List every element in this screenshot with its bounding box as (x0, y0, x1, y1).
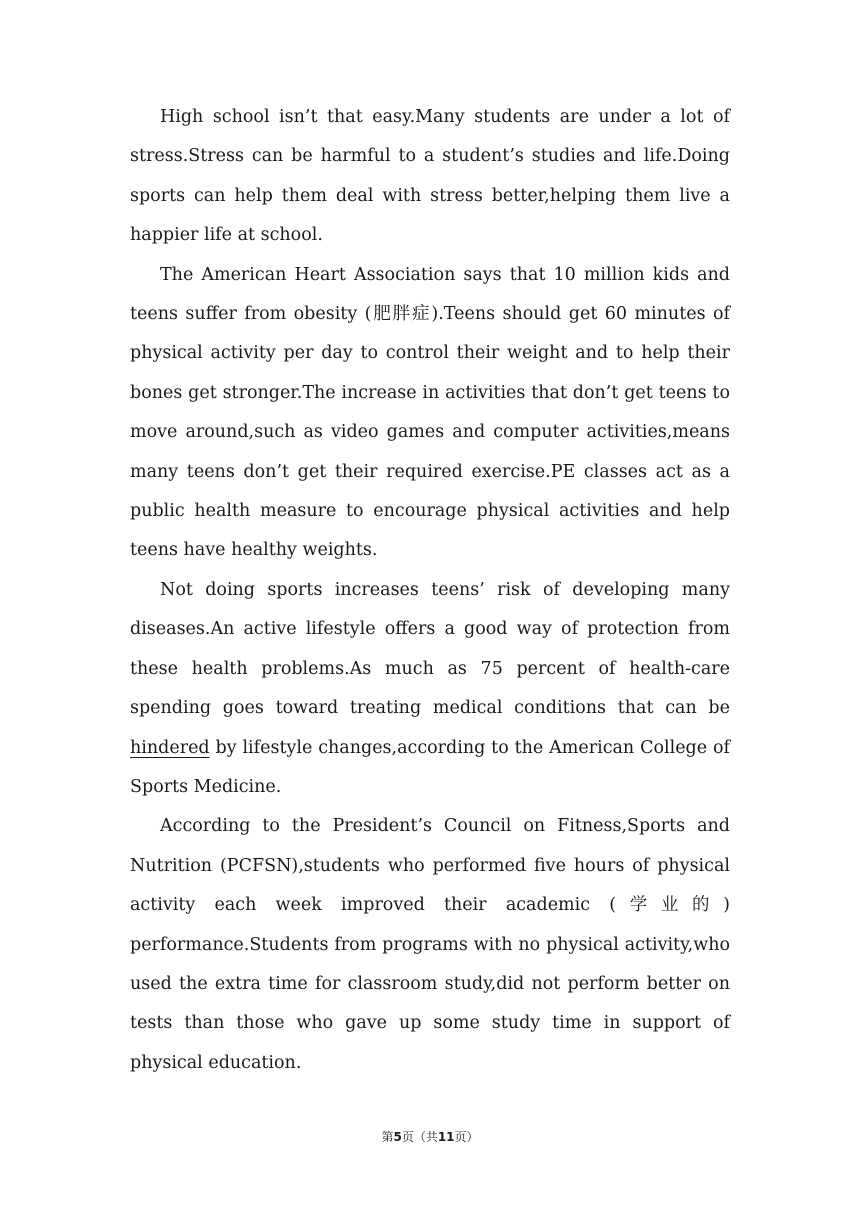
paragraph-disease-risk-text-after: by lifestyle changes,according to the American College of Sports Medicine. (130, 737, 730, 797)
footer-prefix: 第 (381, 1130, 394, 1144)
paragraph-disease-risk (130, 571, 730, 807)
footer-total-pages: 11 (437, 1130, 455, 1144)
document-body (130, 98, 730, 1083)
paragraph-disease-risk-text-before: Not doing sports increases teens’ risk of developing many diseases.An active lifestyle offers a good way of protection from these health problems.As much as 75 percent of health-care spending goes toward treating medical conditions that can be (130, 579, 730, 719)
footer-middle: 页（共 (401, 1130, 438, 1144)
page-footer (0, 1128, 860, 1145)
footer-page-number: 5 (393, 1130, 402, 1144)
paragraph-stress: High school isn’t that easy.Many students are under a lot of stress.Stress can be harmful to a student’s studies and life.Doing sports can help them deal with stress better,helping them live a happier life at school. (130, 107, 730, 246)
paragraph-academic-performance: According to the President’s Council on Fitness,Sports and Nutrition (PCFSN),students who performed five hours of physical activity each week improved their academic (学业的) performance.Students from programs with no physical activity,who used the extra time for classroom study,did not perform better on tests than those who gave up some study time in support of physical education. (130, 816, 730, 1073)
footer-suffix: 页） (454, 1130, 479, 1144)
underlined-word-hindered: hindered (130, 737, 210, 758)
paragraph-obesity: The American Heart Association says that 10 million kids and teens suffer from obesity (肥胖症).Teens should get 60 minutes of physical activity per day to control their weight and to help their bones get stronger.The increase in activities that don’t get teens to move around,such as video games and computer activities,means many teens don’t get their required exercise.PE classes act as a public health measure to encourage physical activities and help teens have healthy weights. (130, 264, 730, 561)
